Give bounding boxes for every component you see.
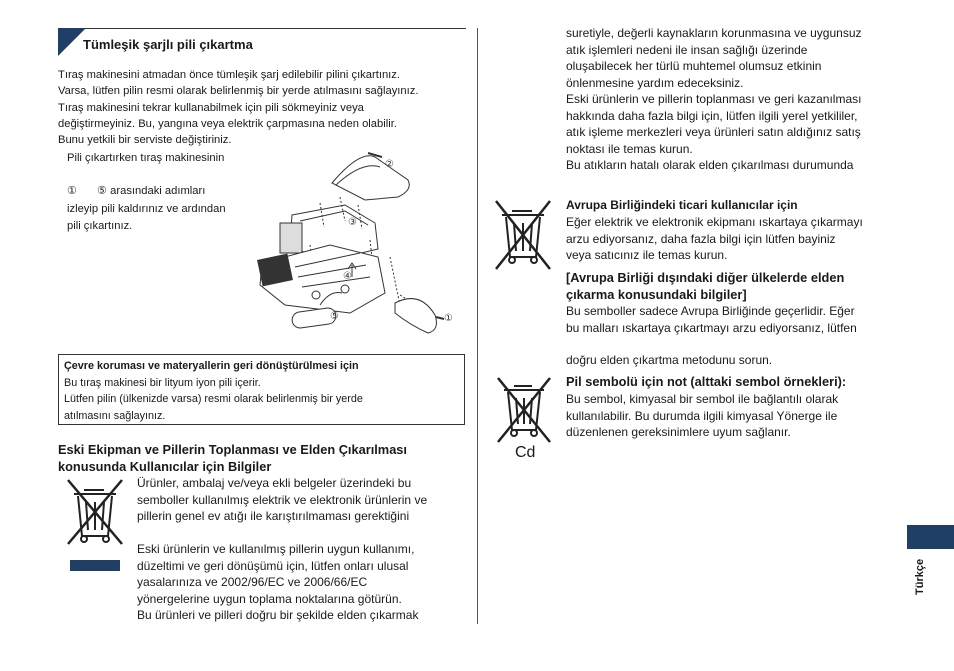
right-paragraph-line: hakkında daha fazla bilgi için, lütfen ilgili yerel yetkililer, <box>566 108 858 123</box>
step-number-b: ⑤ <box>97 185 108 197</box>
non-eu-text <box>566 303 857 336</box>
eu-paragraph-line: Ürünler, ambalaj ve/veya ekli belgeler üzerindeki bu <box>137 476 412 490</box>
diagram-label-3: ③ <box>348 217 357 228</box>
battery-note-title: Pil sembolü için not (alttaki sembol örnekleri): <box>566 374 847 389</box>
intro-line: Bunu yetkili bir serviste değiştiriniz. <box>58 134 232 147</box>
right-paragraph-line: önlenmesine yardım edeceksiniz. <box>566 75 744 90</box>
step-line-2 <box>67 183 205 199</box>
environment-box-line: atılmasını sağlayınız. <box>64 409 166 422</box>
column-divider <box>477 28 478 624</box>
eu-paragraph-line: Eski ürünlerin ve kullanılmış pillerin uygun kullanımı, <box>137 542 415 556</box>
step-line-3: izleyip pili kaldırınız ve ardından <box>67 203 226 215</box>
crossed-bin-icon <box>492 199 554 273</box>
cd-label: Cd <box>515 444 536 461</box>
step-line-1: Pili çıkartırken tıraş makinesinin <box>67 152 225 164</box>
side-tab <box>907 525 954 549</box>
non-eu-title-line: çıkarma konusundaki bilgiler] <box>566 287 747 302</box>
battery-note-text <box>566 391 838 441</box>
eu-paragraph-2 <box>137 541 418 624</box>
battery-note-line: düzenlenen gereksinimlere uyum sağlanır. <box>566 425 791 439</box>
section-header-rule <box>58 28 466 29</box>
intro-line: değiştirmeyiniz. Bu, yangına veya elektrik çarpmasına neden olabilir. <box>58 117 397 130</box>
step-number-a: ① <box>67 185 78 197</box>
eu-disposal-title-line: Eski Ekipman ve Pillerin Toplanması ve Elden Çıkarılması <box>58 442 407 457</box>
crossed-bin-cd-icon <box>494 376 554 446</box>
non-eu-line: Bu semboller sadece Avrupa Birliğinde geçerlidir. Eğer <box>566 304 855 318</box>
right-paragraph-line: suretiyle, değerli kaynakların korunmasına ve uygunsuz <box>566 26 862 40</box>
right-paragraph-top <box>566 25 862 174</box>
diagram-label-2: ② <box>385 159 394 170</box>
non-eu-title <box>566 269 844 303</box>
eu-paragraph-line: semboller kullanılmış elektrik ve elektronik ürünlerin ve <box>137 492 428 507</box>
battery-removal-diagram <box>250 145 465 345</box>
right-paragraph-line: atık işlemleri nedeni ile insan sağlığı üzerinde <box>566 42 808 57</box>
step-line-2-text: arasındaki adımları <box>110 185 206 197</box>
intro-line: Varsa, lütfen pilin resmi olarak belirlenmiş bir yerde atılmasını sağlayınız. <box>58 85 419 98</box>
battery-note-line: kullanılabilir. Bu durumda ilgili kimyasal Yönerge ile <box>566 408 838 423</box>
intro-line: Tıraş makinesini atmadan önce tümleşik şarj edilebilir pilini çıkartınız. <box>58 69 400 81</box>
environment-box-line: Bu tıraş makinesi bir lityum iyon pili içerir. <box>64 376 261 389</box>
section-header-corner <box>58 28 86 56</box>
eu-business-line: Eğer elektrik ve elektronik ekipmanı ıskartaya çıkarmayı <box>566 215 863 229</box>
environment-box-title: Çevre koruması ve materyallerin geri dönüştürülmesi için <box>64 360 359 372</box>
eu-disposal-title-line: konusunda Kullanıcılar için Bilgiler <box>58 459 272 474</box>
right-paragraph-line: Eski ürünlerin ve pillerin toplanması ve geri kazanılması <box>566 92 862 106</box>
eu-paragraph-line: yönergelerine uygun toplama noktalarına götürün. <box>137 591 402 606</box>
eu-disposal-title <box>58 441 407 475</box>
eu-business-line: veya satıcınız ile temas kurun. <box>566 248 728 262</box>
crossed-bin-with-bar-icon <box>64 476 126 572</box>
non-eu-last-line: doğru elden çıkartma metodunu sorun. <box>566 353 773 367</box>
environment-info-content <box>64 358 363 424</box>
side-tab-label: Türkçe <box>914 558 926 595</box>
non-eu-line: bu malları ıskartaya çıkartmayı arzu ediyorsanız, lütfen <box>566 320 857 335</box>
diagram-label-1: ① <box>444 313 453 324</box>
eu-paragraph-line: Bu ürünleri ve pilleri doğru bir şekilde elden çıkarmak <box>137 608 419 622</box>
eu-paragraph-line: düzeltimi ve geri dönüşümü için, lütfen onları ulusal <box>137 558 409 573</box>
diagram-label-4: ④ <box>343 271 352 282</box>
non-eu-title-line: [Avrupa Birliği dışındaki diğer ülkelerde elden <box>566 270 845 285</box>
eu-business-line: arzu ediyorsanız, daha fazla bilgi için lütfen bayiniz <box>566 231 836 246</box>
diagram-label-5: ⑤ <box>330 311 339 322</box>
intro-line: Tıraş makinesini tekrar kullanabilmek için pili sökmeyiniz veya <box>58 101 364 114</box>
right-paragraph-line: oluşabilecek her türlü muhtemel olumsuz etkinin <box>566 59 822 73</box>
eu-paragraph-line: pillerin genel ev atığı ile karıştırılmaması gerektiğini <box>137 509 410 523</box>
right-paragraph-line: atık işleme merkezleri veya ürünleri satın aldığınız satış <box>566 125 861 139</box>
section-title: Tümleşik şarjlı pili çıkartma <box>83 37 253 52</box>
intro-paragraph <box>58 67 418 148</box>
eu-business-text <box>566 214 863 264</box>
right-paragraph-line: Bu atıkların hatalı olarak elden çıkarılması durumunda <box>566 158 854 172</box>
eu-paragraph-1 <box>137 475 427 525</box>
environment-box-line: Lütfen pilin (ülkenizde varsa) resmi olarak belirlenmiş bir yerde <box>64 393 363 405</box>
battery-note-line: Bu sembol, kimyasal bir sembol ile bağlantılı olarak <box>566 392 839 406</box>
eu-business-title: Avrupa Birliğindeki ticari kullanıcılar için <box>566 198 798 212</box>
eu-paragraph-line: yasalarınıza ve 2002/96/EC ve 2006/66/EC <box>137 575 368 589</box>
step-line-4: pili çıkartınız. <box>67 220 133 232</box>
right-paragraph-line: noktası ile temas kurun. <box>566 141 693 156</box>
